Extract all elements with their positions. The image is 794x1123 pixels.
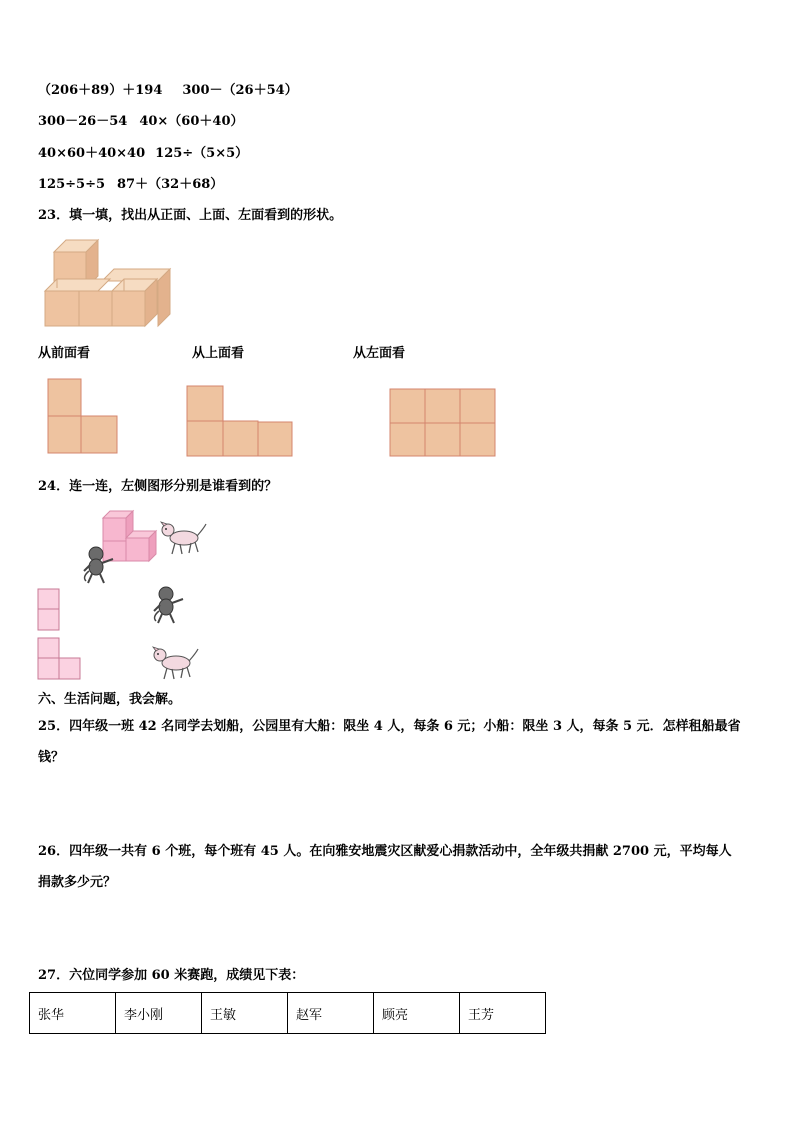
calc-expr: 125÷（5×5） <box>155 146 249 161</box>
calc-expr: 300－26－54 <box>38 114 128 129</box>
q25-text-line-2: 钱？ <box>38 750 65 765</box>
table-cell: 顾亮 <box>374 993 460 1034</box>
calc-expr: 87＋（32＋68） <box>117 177 224 192</box>
calc-expr: 125÷5÷5 <box>38 177 106 192</box>
view-label-left: 从左面看 <box>353 346 406 361</box>
table-cell: 张华 <box>30 993 116 1034</box>
top-view-shape <box>186 385 294 457</box>
q25-text-line-1: 25．四年级一班 42 名同学去划船，公园里有大船：限坐 4 人，每条 6 元；小船：限坐 3 人，每条 5 元．怎样租船最省 <box>38 719 741 734</box>
calc-expr: 40×（60＋40） <box>139 114 244 129</box>
monkey-icon <box>80 545 116 585</box>
left-view-shape <box>389 388 497 458</box>
calc-expr: 300－（26＋54） <box>182 83 298 98</box>
score-table <box>29 992 546 1034</box>
cube-stack-figure <box>40 236 170 331</box>
q26-text-line-1: 26．四年级一共有 6 个班，每个班有 45 人。在向雅安地震灾区献爱心捐款活动中，全年级共捐献 2700 元，平均每人 <box>38 844 732 859</box>
front-view-shape <box>47 378 119 454</box>
table-cell: 赵军 <box>288 993 374 1034</box>
pink-view-shape-1 <box>37 588 61 632</box>
calc-expr: 40×60＋40×40 <box>38 146 146 161</box>
pink-view-shape-2 <box>37 637 83 681</box>
dog-icon <box>158 520 208 556</box>
table-cell: 王敏 <box>202 993 288 1034</box>
q26-text-line-2: 捐款多少元？ <box>38 875 117 890</box>
view-label-top: 从上面看 <box>192 346 245 361</box>
section-6-title: 六、生活问题，我会解。 <box>38 692 182 707</box>
table-cell: 王芳 <box>460 993 546 1034</box>
q24-title: 24．连一连，左侧图形分别是谁看到的？ <box>38 479 278 494</box>
table-row <box>30 993 546 1034</box>
q23-title: 23．填一填，找出从正面、上面、左面看到的形状。 <box>38 208 343 223</box>
calc-line-3 <box>38 145 248 163</box>
calc-line-1 <box>38 82 298 100</box>
calc-line-2 <box>38 113 244 131</box>
view-label-front: 从前面看 <box>38 346 91 361</box>
q27-title: 27．六位同学参加 60 米赛跑，成绩见下表： <box>38 968 305 983</box>
monkey-icon <box>150 585 186 625</box>
table-cell: 李小刚 <box>116 993 202 1034</box>
dog-icon <box>150 645 200 681</box>
calc-expr: （206＋89）＋194 <box>38 83 163 98</box>
calc-line-4 <box>38 176 223 194</box>
